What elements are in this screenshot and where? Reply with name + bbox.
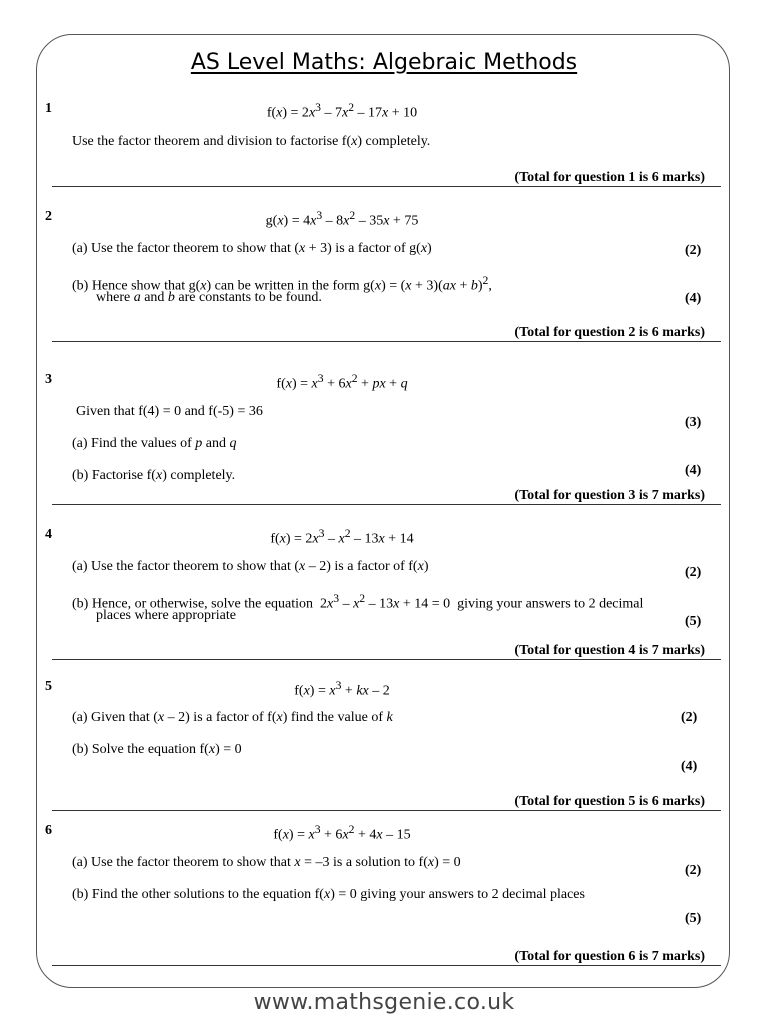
question-2-equation: $g(x) = 4x^3 - 8x^2 - 35x + 75$ <box>265 209 419 229</box>
question-2-number: 2 <box>45 209 52 224</box>
question-5-total: (Total for question 5 is 6 marks) <box>514 794 705 809</box>
question-3-part-a-marks: (3) <box>685 415 702 430</box>
question-2-total: (Total for question 2 is 6 marks) <box>514 325 705 340</box>
question-5-part-b-marks: (4) <box>681 759 698 774</box>
question-3-number: 3 <box>45 372 52 387</box>
divider <box>52 810 721 811</box>
question-1-equation: $f(x) = 2x^3 - 7x^2 - 17x + 10$ <box>266 101 418 121</box>
divider <box>52 186 721 187</box>
question-3-part-a: (a) Find the values of p and q <box>72 436 237 451</box>
divider <box>52 965 721 966</box>
question-2-part-b-line2: where a and b are constants to be found. <box>96 290 322 305</box>
divider <box>52 341 721 342</box>
question-4-part-b: (b) Hence, or otherwise, solve the equation $2x^3 - x^2 - 13x + 14 = 0$ giving your answers to 2 decimal <box>72 592 644 612</box>
question-5-number: 5 <box>45 679 52 694</box>
question-6-equation: $f(x) = x^3 + 6x^2 + 4x - 15$ <box>273 823 411 843</box>
question-1-total: (Total for question 1 is 6 marks) <box>514 170 705 185</box>
question-3-total: (Total for question 3 is 7 marks) <box>514 488 705 503</box>
divider <box>52 504 721 505</box>
question-5-part-a-marks: (2) <box>681 710 698 725</box>
page-title: AS Level Maths: Algebraic Methods <box>190 50 578 75</box>
question-5-equation: $f(x) = x^3$ + kx – 2 <box>294 679 390 699</box>
question-2-part-a-marks: (2) <box>685 243 702 258</box>
question-4-part-b-line2: places where appropriate <box>96 608 236 623</box>
question-6-part-a: (a) Use the factor theorem to show that x = –3 is a solution to f(x) = 0 <box>72 855 461 870</box>
question-6-part-a-marks: (2) <box>685 863 702 878</box>
divider <box>52 659 721 660</box>
question-4-part-b-marks: (5) <box>685 614 702 629</box>
question-4-total: (Total for question 4 is 7 marks) <box>514 643 705 658</box>
question-4-part-a: (a) Use the factor theorem to show that (x – 2) is a factor of f(x) <box>72 559 429 574</box>
question-5-part-a: (a) Given that (x – 2) is a factor of f(x) find the value of k <box>72 710 393 725</box>
question-1-instruction: Use the factor theorem and division to factorise f(x) completely. <box>72 134 431 149</box>
question-2-part-a: (a) Use the factor theorem to show that (x + 3) is a factor of g(x) <box>72 241 432 256</box>
question-6-part-b: (b) Find the other solutions to the equation f(x) = 0 giving your answers to 2 decimal places <box>72 887 585 902</box>
question-2-part-b: (b) Hence show that g(x) can be written in the form g(x) = (x + 3)(ax + b)$^2$, <box>72 274 492 294</box>
website-footer: www.mathsgenie.co.uk <box>253 990 515 1015</box>
question-3-equation: $f(x) = x^3 + 6x^2$ + px + q <box>276 372 408 392</box>
question-6-part-b-marks: (5) <box>685 911 702 926</box>
question-5-part-b: (b) Solve the equation f(x) = 0 <box>72 742 242 757</box>
question-3-given: Given that f(4) = 0 and f(-5) = 36 <box>76 404 263 419</box>
question-2-part-b-marks: (4) <box>685 291 702 306</box>
question-6-number: 6 <box>45 823 52 838</box>
question-1-number: 1 <box>45 101 52 116</box>
question-3-part-b: (b) Factorise f(x) completely. <box>72 468 236 483</box>
question-4-number: 4 <box>45 527 52 542</box>
question-3-part-b-marks: (4) <box>685 463 702 478</box>
question-6-total: (Total for question 6 is 7 marks) <box>514 949 705 964</box>
question-4-equation: $f(x) = 2x^3 - x^2 - 13x + 14$ <box>270 527 414 547</box>
question-4-part-a-marks: (2) <box>685 565 702 580</box>
